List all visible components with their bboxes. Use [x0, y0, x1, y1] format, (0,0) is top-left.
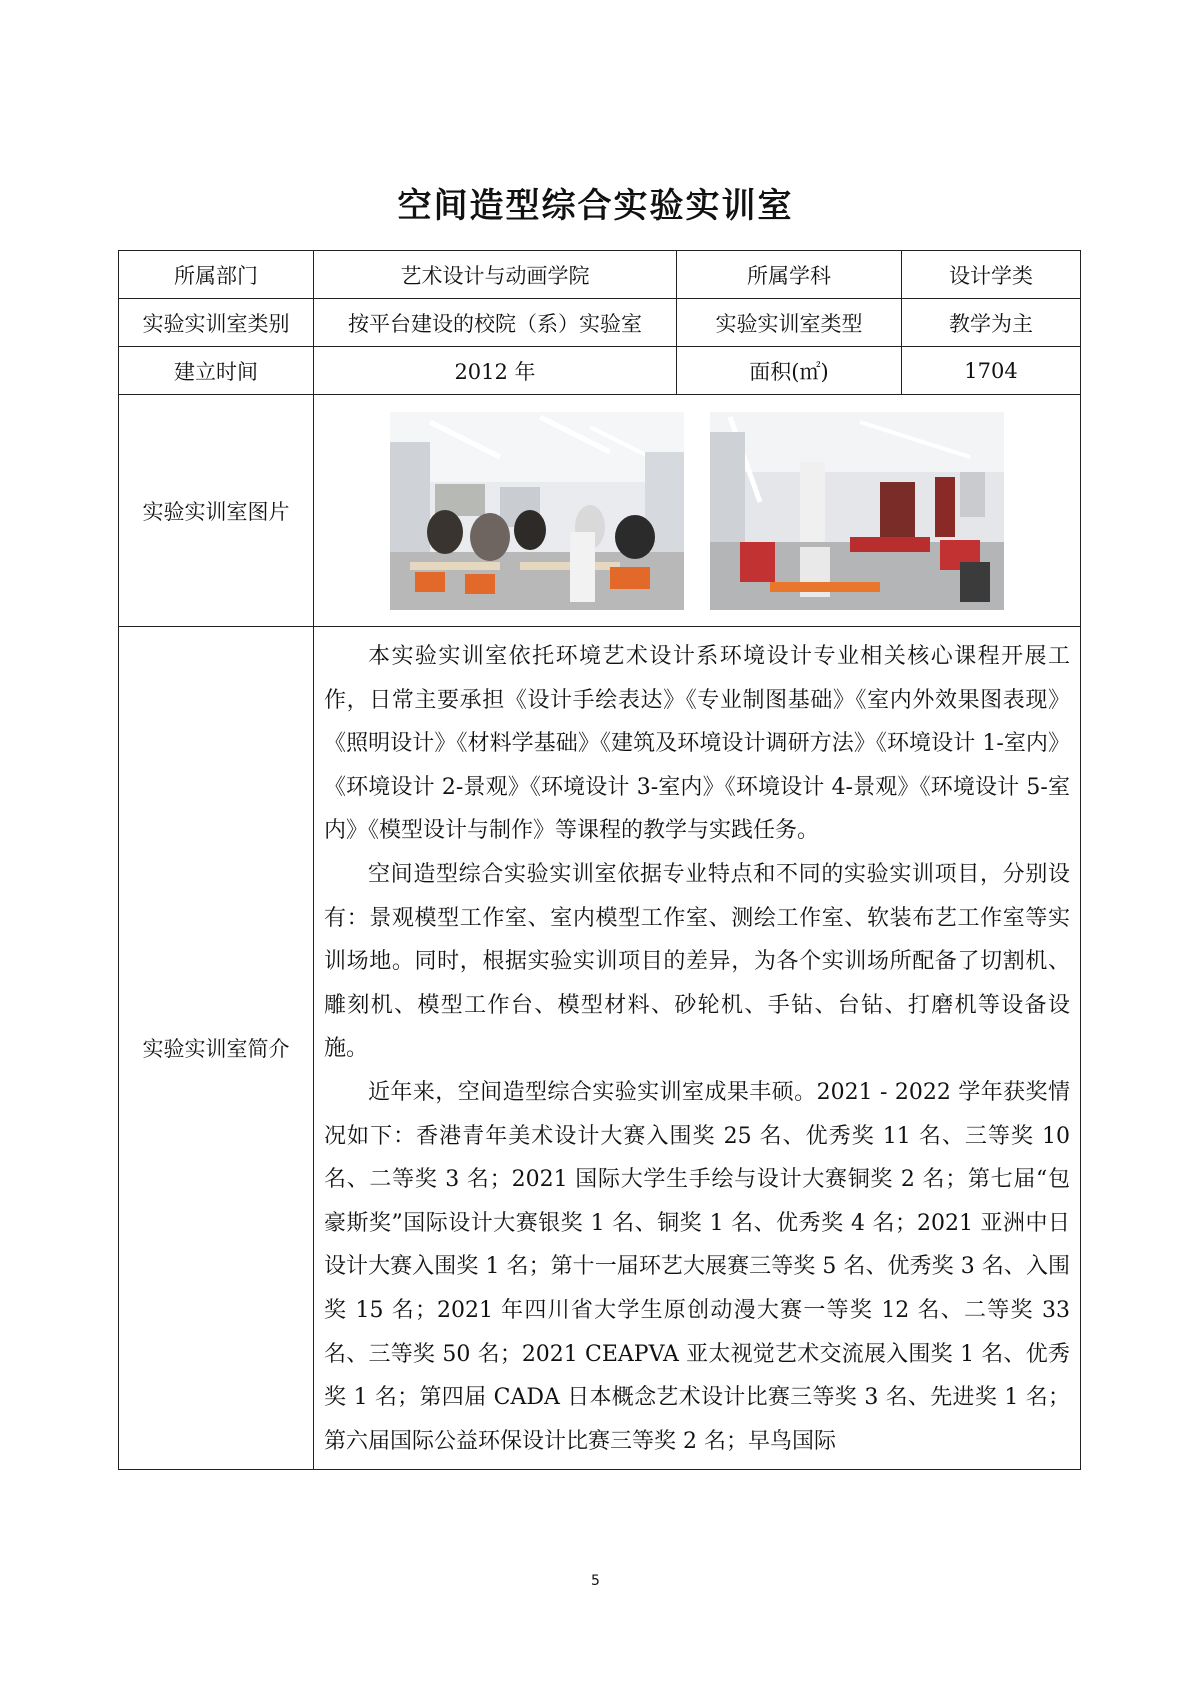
lab-category-label: 实验实训室类别	[119, 299, 314, 347]
lab-photos-cell	[314, 395, 1081, 627]
area-label: 面积(㎡)	[677, 347, 902, 395]
established-value: 2012 年	[314, 347, 677, 395]
lab-photo-1	[390, 412, 684, 610]
discipline-value: 设计学类	[902, 251, 1081, 299]
lab-type-label: 实验实训室类型	[677, 299, 902, 347]
intro-paragraph: 本实验实训室依托环境艺术设计系环境设计专业相关核心课程开展工作，日常主要承担《设计手绘表达》《专业制图基础》《室内外效果图表现》《照明设计》《材料学基础》《建筑及环境设计调研方法》《环境设计 1-室内》《环境设计 2-景观》《环境设计 3-室内》《环境设计 4-景观》《环境设计 5-室内》《模型设计与制作》等课程的教学与实践任务。	[324, 644, 1070, 844]
lab-type-value: 教学为主	[902, 299, 1081, 347]
department-value: 艺术设计与动画学院	[314, 251, 677, 299]
lab-photos-label: 实验实训室图片	[119, 395, 314, 627]
lab-category-value: 按平台建设的校院（系）实验室	[314, 299, 677, 347]
table-row	[119, 251, 1081, 299]
lab-intro-cell	[314, 627, 1081, 1470]
lab-info-table	[118, 250, 1081, 1470]
lab-photo-2	[710, 412, 1004, 610]
area-value: 1704	[902, 347, 1081, 395]
established-label: 建立时间	[119, 347, 314, 395]
discipline-label: 所属学科	[677, 251, 902, 299]
table-row	[119, 347, 1081, 395]
lab-intro-label: 实验实训室简介	[119, 627, 314, 1470]
intro-paragraph: 空间造型综合实验实训室依据专业特点和不同的实验实训项目，分别设有：景观模型工作室、室内模型工作室、测绘工作室、软装布艺工作室等实训场地。同时，根据实验实训项目的差异，为各个实训场所配备了切割机、雕刻机、模型工作台、模型材料、砂轮机、手钻、台钻、打磨机等设备设施。	[324, 861, 1070, 1062]
page-title: 空间造型综合实验实训室	[397, 186, 794, 226]
department-label: 所属部门	[119, 251, 314, 299]
table-row	[119, 299, 1081, 347]
table-row	[119, 395, 1081, 627]
page-number: 5	[591, 1573, 600, 1589]
intro-paragraph: 近年来，空间造型综合实验实训室成果丰硕。2021 - 2022 学年获奖情况如下：香港青年美术设计大赛入围奖 25 名、优秀奖 11 名、三等奖 10 名、二等奖 3 名；2021 国际大学生手绘与设计大赛铜奖 2 名；第七届“包豪斯奖”国际设计大赛银奖 1 名、铜奖 1 名、优秀奖 4 名；2021 亚洲中日设计大赛入围奖 1 名；第十一届环艺大展赛三等奖 5 名、优秀奖 3 名、入围奖 15 名；2021 年四川省大学生原创动漫大赛一等奖 12 名、二等奖 33 名、三等奖 50 名；2021 CEAPVA 亚太视觉艺术交流展入围奖 1 名、优秀奖 1 名；第四届 CADA 日本概念艺术设计比赛三等奖 3 名、先进奖 1 名；第六届国际公益环保设计比赛三等奖 2 名；早鸟国际	[324, 1079, 1070, 1454]
table-row	[119, 627, 1081, 1470]
